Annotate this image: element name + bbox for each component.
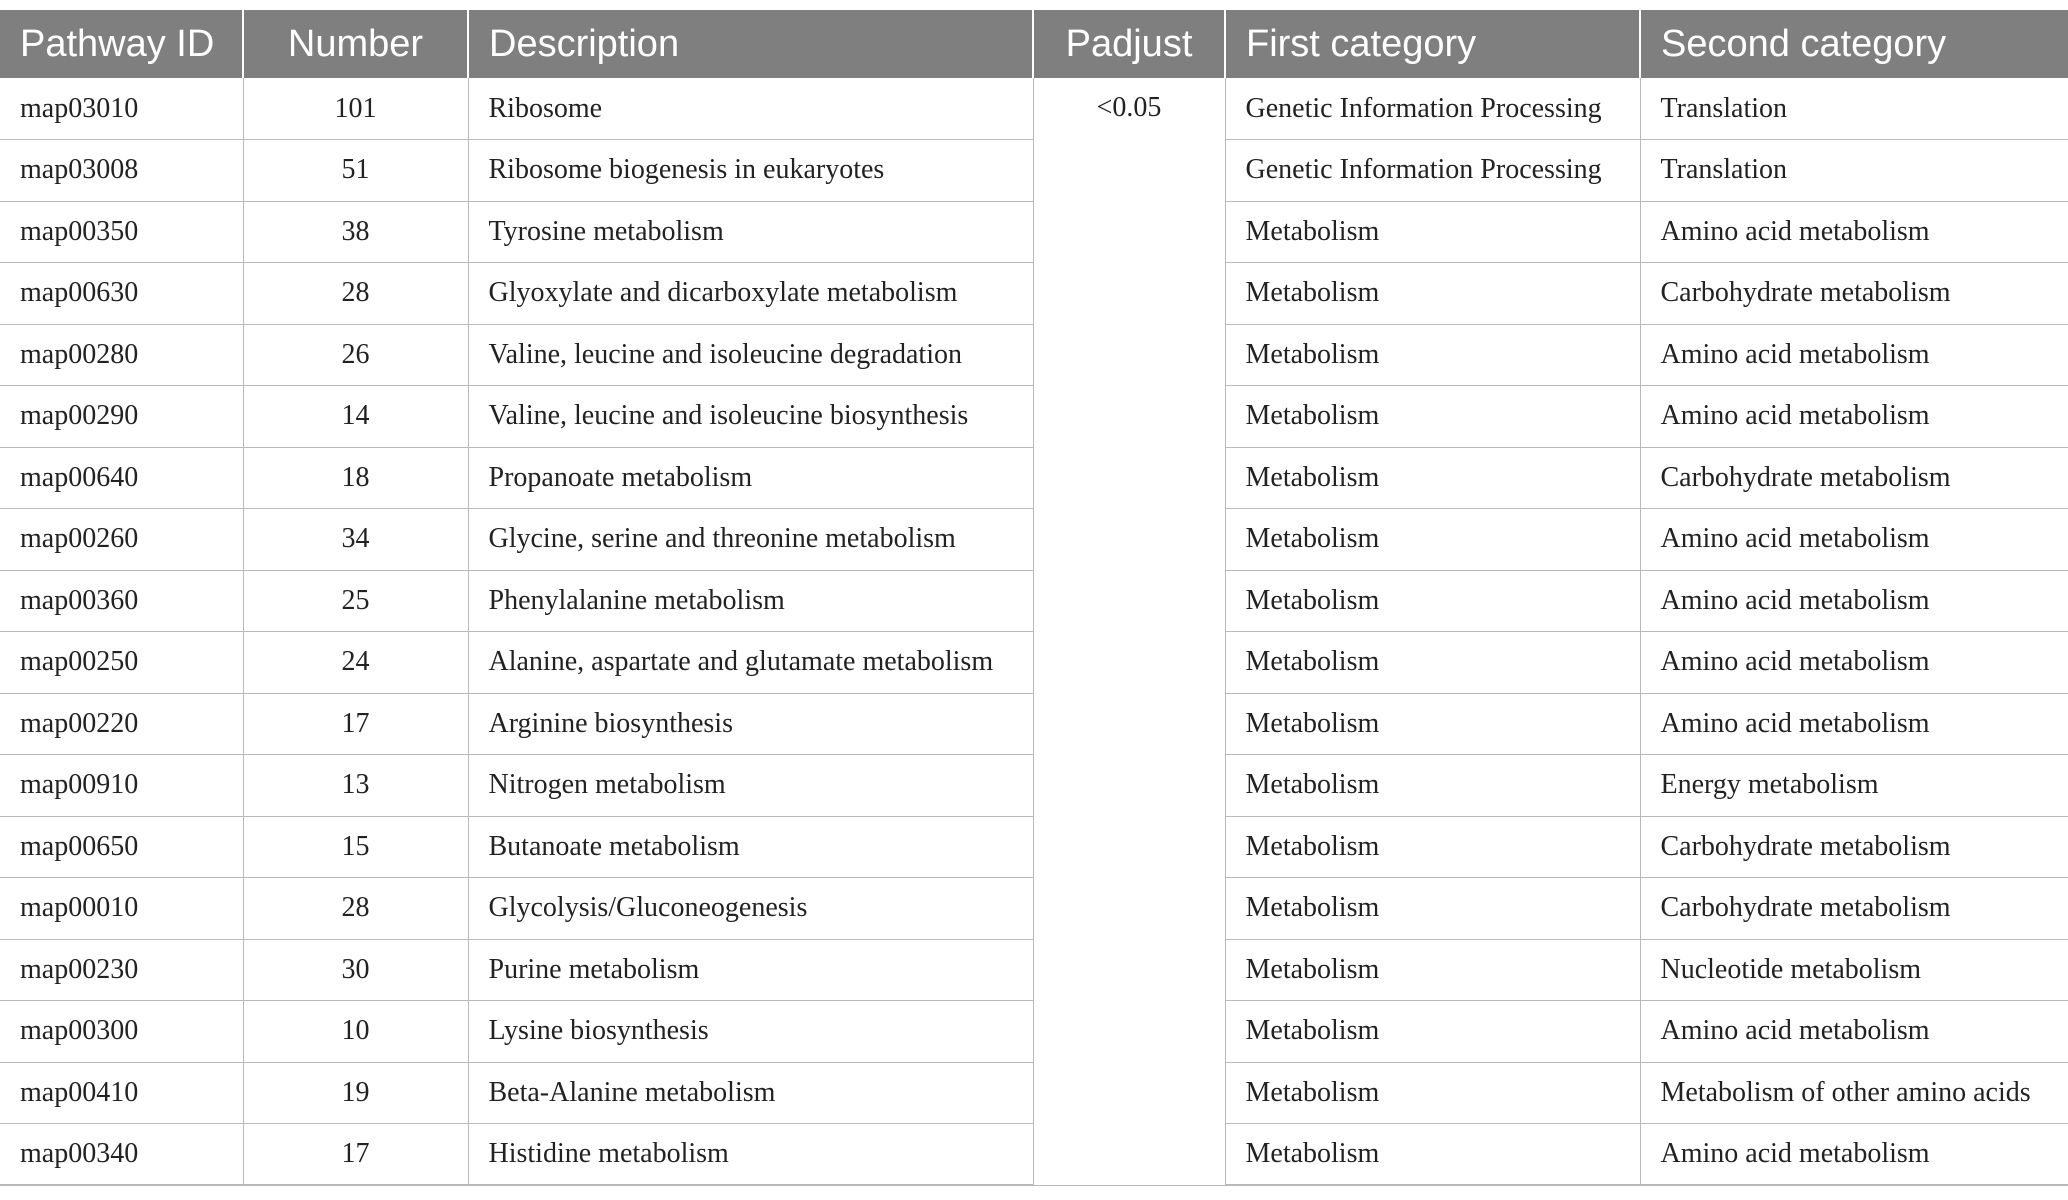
cell-pathway-id: map00340: [0, 1124, 243, 1186]
cell-description: Beta-Alanine metabolism: [468, 1062, 1033, 1124]
cell-second-category: Nucleotide metabolism: [1640, 939, 2068, 1001]
cell-number: 24: [243, 632, 468, 694]
cell-pathway-id: map00230: [0, 939, 243, 1001]
header-padjust: Padjust: [1033, 10, 1225, 78]
cell-pathway-id: map00350: [0, 201, 243, 263]
cell-pathway-id: map00910: [0, 755, 243, 817]
cell-first-category: Genetic Information Processing: [1225, 78, 1640, 140]
cell-second-category: Amino acid metabolism: [1640, 324, 2068, 386]
cell-second-category: Amino acid metabolism: [1640, 1001, 2068, 1063]
cell-number: 18: [243, 447, 468, 509]
cell-description: Valine, leucine and isoleucine degradation: [468, 324, 1033, 386]
cell-second-category: Carbohydrate metabolism: [1640, 878, 2068, 940]
cell-first-category: Metabolism: [1225, 570, 1640, 632]
cell-second-category: Amino acid metabolism: [1640, 632, 2068, 694]
cell-pathway-id: map03008: [0, 140, 243, 202]
cell-first-category: Metabolism: [1225, 816, 1640, 878]
cell-pathway-id: map00640: [0, 447, 243, 509]
cell-description: Arginine biosynthesis: [468, 693, 1033, 755]
cell-number: 28: [243, 263, 468, 325]
cell-second-category: Translation: [1640, 140, 2068, 202]
cell-number: 15: [243, 816, 468, 878]
cell-first-category: Genetic Information Processing: [1225, 140, 1640, 202]
cell-description: Ribosome: [468, 78, 1033, 140]
cell-number: 19: [243, 1062, 468, 1124]
cell-description: Glycolysis/Gluconeogenesis: [468, 878, 1033, 940]
cell-second-category: Carbohydrate metabolism: [1640, 816, 2068, 878]
cell-first-category: Metabolism: [1225, 755, 1640, 817]
cell-number: 101: [243, 78, 468, 140]
cell-pathway-id: map00220: [0, 693, 243, 755]
cell-first-category: Metabolism: [1225, 324, 1640, 386]
cell-pathway-id: map00260: [0, 509, 243, 571]
cell-first-category: Metabolism: [1225, 1001, 1640, 1063]
cell-description: Tyrosine metabolism: [468, 201, 1033, 263]
cell-number: 13: [243, 755, 468, 817]
cell-description: Alanine, aspartate and glutamate metabolism: [468, 632, 1033, 694]
header-first-category: First category: [1225, 10, 1640, 78]
cell-description: Histidine metabolism: [468, 1124, 1033, 1186]
cell-first-category: Metabolism: [1225, 1062, 1640, 1124]
cell-first-category: Metabolism: [1225, 693, 1640, 755]
cell-description: Glyoxylate and dicarboxylate metabolism: [468, 263, 1033, 325]
cell-second-category: Amino acid metabolism: [1640, 570, 2068, 632]
cell-pathway-id: map00010: [0, 878, 243, 940]
cell-number: 28: [243, 878, 468, 940]
cell-description: Purine metabolism: [468, 939, 1033, 1001]
cell-second-category: Amino acid metabolism: [1640, 693, 2068, 755]
cell-number: 10: [243, 1001, 468, 1063]
cell-description: Lysine biosynthesis: [468, 1001, 1033, 1063]
cell-pathway-id: map00290: [0, 386, 243, 448]
cell-pathway-id: map00650: [0, 816, 243, 878]
header-number: Number: [243, 10, 468, 78]
header-description: Description: [468, 10, 1033, 78]
cell-pathway-id: map00300: [0, 1001, 243, 1063]
header-pathway-id: Pathway ID: [0, 10, 243, 78]
cell-number: 17: [243, 1124, 468, 1186]
cell-first-category: Metabolism: [1225, 632, 1640, 694]
pathway-table: [0, 10, 2068, 1186]
cell-first-category: Metabolism: [1225, 201, 1640, 263]
cell-pathway-id: map00280: [0, 324, 243, 386]
cell-description: Phenylalanine metabolism: [468, 570, 1033, 632]
cell-number: 38: [243, 201, 468, 263]
table-header: [0, 10, 2068, 78]
cell-first-category: Metabolism: [1225, 386, 1640, 448]
cell-pathway-id: map00630: [0, 263, 243, 325]
cell-number: 14: [243, 386, 468, 448]
cell-second-category: Translation: [1640, 78, 2068, 140]
cell-number: 34: [243, 509, 468, 571]
cell-number: 25: [243, 570, 468, 632]
cell-number: 26: [243, 324, 468, 386]
cell-first-category: Metabolism: [1225, 878, 1640, 940]
cell-description: Valine, leucine and isoleucine biosynthesis: [468, 386, 1033, 448]
cell-first-category: Metabolism: [1225, 263, 1640, 325]
cell-number: 17: [243, 693, 468, 755]
cell-description: Glycine, serine and threonine metabolism: [468, 509, 1033, 571]
cell-description: Butanoate metabolism: [468, 816, 1033, 878]
cell-first-category: Metabolism: [1225, 1124, 1640, 1186]
cell-second-category: Amino acid metabolism: [1640, 201, 2068, 263]
cell-pathway-id: map00250: [0, 632, 243, 694]
cell-second-category: Carbohydrate metabolism: [1640, 263, 2068, 325]
pathway-table-container: [0, 10, 2068, 1186]
cell-second-category: Amino acid metabolism: [1640, 1124, 2068, 1186]
cell-second-category: Carbohydrate metabolism: [1640, 447, 2068, 509]
cell-number: 30: [243, 939, 468, 1001]
header-row: [0, 10, 2068, 78]
cell-pathway-id: map00360: [0, 570, 243, 632]
header-second-category: Second category: [1661, 22, 1947, 65]
cell-padjust: <0.05: [1033, 78, 1225, 1185]
cell-first-category: Metabolism: [1225, 939, 1640, 1001]
cell-pathway-id: map03010: [0, 78, 243, 140]
cell-second-category: Amino acid metabolism: [1640, 386, 2068, 448]
cell-first-category: Metabolism: [1225, 447, 1640, 509]
cell-description: Propanoate metabolism: [468, 447, 1033, 509]
cell-description: Ribosome biogenesis in eukaryotes: [468, 140, 1033, 202]
table-row: [0, 78, 2068, 140]
cell-number: 51: [243, 140, 468, 202]
cell-first-category: Metabolism: [1225, 509, 1640, 571]
cell-second-category: Amino acid metabolism: [1640, 509, 2068, 571]
cell-description: Nitrogen metabolism: [468, 755, 1033, 817]
cell-second-category: Metabolism of other amino acids: [1640, 1062, 2068, 1124]
table-body: [0, 78, 2068, 1185]
cell-pathway-id: map00410: [0, 1062, 243, 1124]
cell-second-category: Energy metabolism: [1640, 755, 2068, 817]
